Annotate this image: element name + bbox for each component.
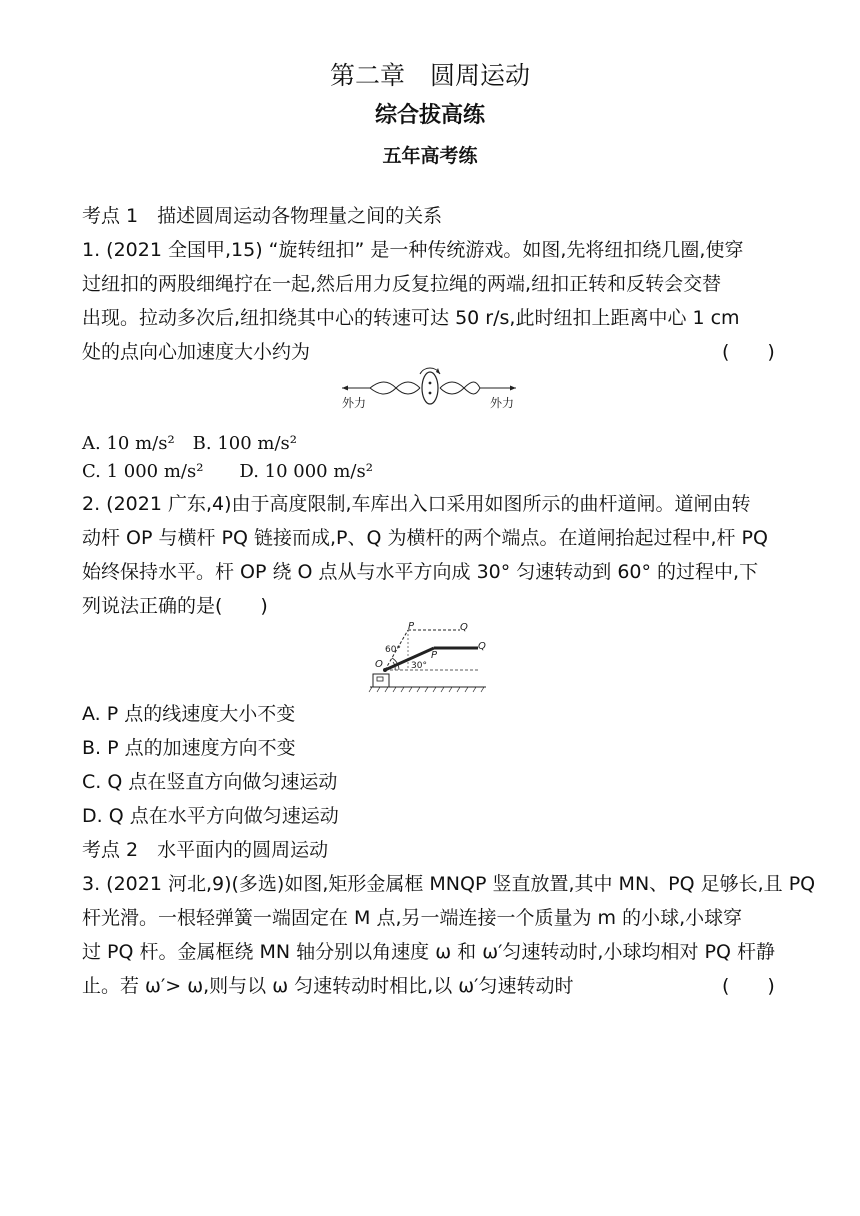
q2-option-b: B. P 点的加速度方向不变 xyxy=(82,737,296,759)
q2-option-d: D. Q 点在水平方向做匀速运动 xyxy=(82,805,339,827)
label-q-low: Q xyxy=(478,641,486,652)
q3-line-3: 过 PQ 杆。金属框绕 MN 轴分别以角速度 ω 和 ω′匀速转动时,小球均相对 PQ 杆静 xyxy=(82,941,775,963)
q1-line-3: 出现。拉动多次后,纽扣绕其中心的转速可达 50 r/s,此时纽扣上距离中心 1 cm xyxy=(82,307,740,329)
q3-answer-paren: ( ) xyxy=(722,975,775,997)
label-q-top: Q xyxy=(460,622,468,633)
q1-line-1: 1. (2021 全国甲,15) “旋转纽扣” 是一种传统游戏。如图,先将纽扣绕几圈,使穿 xyxy=(82,239,744,261)
q2-option-c: C. Q 点在竖直方向做匀速运动 xyxy=(82,771,338,793)
q2-line-1: 2. (2021 广东,4)由于高度限制,车库出入口采用如图所示的曲杆道闸。道闸由转 xyxy=(82,493,751,515)
q1-line-2: 过纽扣的两股细绳拧在一起,然后用力反复拉绳的两端,纽扣正转和反转会交替 xyxy=(82,273,722,295)
label-p-top: P xyxy=(408,621,415,632)
label-o: O xyxy=(375,659,383,670)
gate-figure xyxy=(368,618,490,694)
q1-answer-paren: ( ) xyxy=(722,341,775,363)
chapter-title: 第二章 圆周运动 xyxy=(329,61,530,90)
q2-option-a: A. P 点的线速度大小不变 xyxy=(82,703,296,725)
section-subtitle: 综合拔高练 xyxy=(374,103,485,128)
kaodian-1-heading: 考点 1 描述圆周运动各物理量之间的关系 xyxy=(82,205,443,227)
q1-options-row-1: A. 10 m/s² B. 100 m/s² xyxy=(82,433,297,454)
section-heading: 五年高考练 xyxy=(382,145,478,167)
q2-line-3: 始终保持水平。杆 OP 绕 O 点从与水平方向成 30° 匀速转动到 60° 的过程中,下 xyxy=(82,561,759,583)
label-p-low: P xyxy=(431,650,438,661)
q2-line-2: 动杆 OP 与横杆 PQ 链接而成,P、Q 为横杆的两个端点。在道闸抬起过程中,杆 PQ xyxy=(82,527,768,549)
q3-line-1: 3. (2021 河北,9)(多选)如图,矩形金属框 MNQP 竖直放置,其中 MN、PQ 足够长,且 PQ xyxy=(82,873,816,895)
spinning-button-figure xyxy=(330,366,530,410)
label-angle-60: 60° xyxy=(385,645,401,655)
q2-line-4: 列说法正确的是( ) xyxy=(82,595,268,617)
q1-line-4: 处的点向心加速度大小约为 xyxy=(82,341,311,363)
figure-label-right-force: 外力 xyxy=(490,396,515,410)
q1-options-row-2: C. 1 000 m/s² D. 10 000 m/s² xyxy=(82,461,373,482)
kaodian-2-heading: 考点 2 水平面内的圆周运动 xyxy=(82,839,329,861)
figure-label-left-force: 外力 xyxy=(342,396,367,410)
label-angle-30: 30° xyxy=(411,661,427,671)
q3-line-2: 杆光滑。一根轻弹簧一端固定在 M 点,另一端连接一个质量为 m 的小球,小球穿 xyxy=(82,907,743,929)
q3-line-4: 止。若 ω′> ω,则与以 ω 匀速转动时相比,以 ω′匀速转动时 xyxy=(82,975,574,997)
